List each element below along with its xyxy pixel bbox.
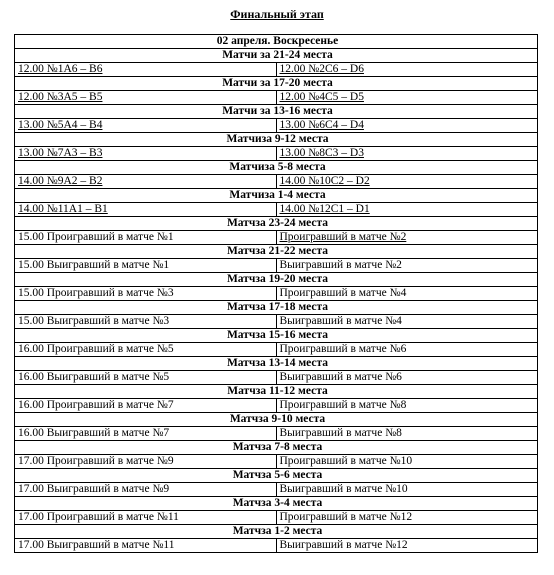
section-header: Матчза 11-12 места [15, 385, 538, 399]
match-left-cell [15, 483, 277, 497]
match-right-cell [276, 371, 538, 385]
match-row [15, 427, 538, 441]
match-right-cell [276, 259, 538, 273]
match-row [15, 203, 538, 217]
match-right-text: Выигравший в матче №12 [279, 539, 408, 551]
match-row [15, 147, 538, 161]
section-header-row [15, 105, 538, 119]
match-left-text: 15.00 Выигравший в матче №1 [18, 259, 170, 271]
section-header: Матчи за 21-24 места [15, 49, 538, 63]
section-header: Матчза 3-4 места [15, 497, 538, 511]
section-header-row [15, 357, 538, 371]
match-left-text: 14.00 №11А1 – В1 [18, 203, 108, 215]
match-left-cell [15, 91, 277, 105]
match-right-cell [276, 427, 538, 441]
match-row [15, 175, 538, 189]
match-right-text: Проигравший в матче №4 [279, 287, 407, 299]
section-header: Матчиза 9-12 места [15, 133, 538, 147]
match-right-cell [276, 511, 538, 525]
match-right-cell [276, 91, 538, 105]
section-header-row [15, 161, 538, 175]
match-left-cell [15, 119, 277, 133]
section-header: Матчза 9-10 места [15, 413, 538, 427]
match-row [15, 483, 538, 497]
match-left-text: 13.00 №7А3 – В3 [18, 147, 103, 159]
match-right-text: 13.00 №8С3 – D3 [279, 147, 364, 159]
match-left-cell [15, 203, 277, 217]
section-header: Матчиза 1-4 места [15, 189, 538, 203]
section-header-row [15, 49, 538, 63]
match-right-cell [276, 147, 538, 161]
match-left-text: 12.00 №3А5 – В5 [18, 91, 103, 103]
section-header: Матчза 5-6 места [15, 469, 538, 483]
match-row [15, 231, 538, 245]
match-row [15, 343, 538, 357]
match-right-cell [276, 483, 538, 497]
section-header-row [15, 77, 538, 91]
match-row [15, 259, 538, 273]
match-left-text: 12.00 №1А6 – В6 [18, 63, 103, 75]
match-right-text: 14.00 №10С2 – D2 [279, 175, 370, 187]
match-right-cell [276, 343, 538, 357]
section-header: Матчза 13-14 места [15, 357, 538, 371]
match-left-cell [15, 343, 277, 357]
match-row [15, 371, 538, 385]
match-left-text: 14.00 №9А2 – В2 [18, 175, 103, 187]
match-left-cell [15, 259, 277, 273]
schedule-body [15, 35, 538, 553]
match-right-text: Выигравший в матче №2 [279, 259, 402, 271]
section-header-row [15, 133, 538, 147]
match-left-text: 15.00 Выигравший в матче №3 [18, 315, 170, 327]
section-header: Матчиза 5-8 места [15, 161, 538, 175]
match-right-text: Проигравший в матче №10 [279, 455, 413, 467]
date-row [15, 35, 538, 49]
match-left-text: 13.00 №5А4 – В4 [18, 119, 103, 131]
section-header-row [15, 385, 538, 399]
match-left-cell [15, 371, 277, 385]
match-right-cell [276, 63, 538, 77]
match-left-text: 17.00 Проигравший в матче №11 [18, 511, 179, 523]
match-right-text: Выигравший в матче №4 [279, 315, 402, 327]
schedule-table [14, 34, 538, 553]
section-header-row [15, 189, 538, 203]
match-right-text: Проигравший в матче №6 [279, 343, 407, 355]
match-left-cell [15, 231, 277, 245]
section-header: Матчза 7-8 места [15, 441, 538, 455]
section-header-row [15, 301, 538, 315]
match-row [15, 119, 538, 133]
section-header-row [15, 245, 538, 259]
match-row [15, 399, 538, 413]
section-header: Матчи за 13-16 места [15, 105, 538, 119]
match-row [15, 91, 538, 105]
match-left-cell [15, 427, 277, 441]
section-header: Матчза 17-18 места [15, 301, 538, 315]
section-header: Матчза 19-20 места [15, 273, 538, 287]
match-row [15, 287, 538, 301]
section-header: Матчза 1-2 места [15, 525, 538, 539]
match-right-text: Проигравший в матче №2 [279, 231, 407, 243]
match-row [15, 63, 538, 77]
match-left-text: 16.00 Выигравший в матче №5 [18, 371, 170, 383]
match-right-cell [276, 315, 538, 329]
match-right-text: Выигравший в матче №10 [279, 483, 408, 495]
match-right-text: 12.00 №4С5 – D5 [279, 91, 364, 103]
match-left-cell [15, 399, 277, 413]
match-right-text: Выигравший в матче №6 [279, 371, 402, 383]
section-header-row [15, 329, 538, 343]
date-header: 02 апреля. Воскресенье [15, 35, 538, 49]
match-left-text: 16.00 Проигравший в матче №5 [18, 343, 174, 355]
match-left-cell [15, 63, 277, 77]
section-header-row [15, 217, 538, 231]
match-left-text: 15.00 Проигравший в матче №1 [18, 231, 174, 243]
match-right-cell [276, 231, 538, 245]
section-header-row [15, 525, 538, 539]
match-left-cell [15, 539, 277, 553]
match-row [15, 315, 538, 329]
section-header: Матчза 23-24 места [15, 217, 538, 231]
page-title: Финальный этап [230, 7, 324, 21]
match-right-cell [276, 399, 538, 413]
match-left-cell [15, 455, 277, 469]
match-left-cell [15, 287, 277, 301]
match-left-text: 16.00 Проигравший в матче №7 [18, 399, 174, 411]
match-right-text: Выигравший в матче №8 [279, 427, 402, 439]
match-row [15, 539, 538, 553]
match-right-cell [276, 203, 538, 217]
match-right-text: 14.00 №12С1 – D1 [279, 203, 370, 215]
section-header: Матчза 21-22 места [15, 245, 538, 259]
match-left-text: 15.00 Проигравший в матче №3 [18, 287, 174, 299]
match-right-cell [276, 287, 538, 301]
match-left-cell [15, 175, 277, 189]
section-header-row [15, 441, 538, 455]
match-left-cell [15, 315, 277, 329]
match-right-text: Проигравший в матче №12 [279, 511, 413, 523]
match-left-text: 17.00 Проигравший в матче №9 [18, 455, 174, 467]
match-left-text: 17.00 Выигравший в матче №9 [18, 483, 170, 495]
match-right-cell [276, 539, 538, 553]
match-right-text: 12.00 №2С6 – D6 [279, 63, 364, 75]
match-left-text: 16.00 Выигравший в матче №7 [18, 427, 170, 439]
section-header-row [15, 497, 538, 511]
section-header: Матчза 15-16 места [15, 329, 538, 343]
section-header-row [15, 273, 538, 287]
match-right-cell [276, 455, 538, 469]
match-right-text: Проигравший в матче №8 [279, 399, 407, 411]
match-left-text: 17.00 Выигравший в матче №11 [18, 539, 175, 551]
match-right-text: 13.00 №6С4 – D4 [279, 119, 364, 131]
match-row [15, 511, 538, 525]
match-left-cell [15, 147, 277, 161]
match-row [15, 455, 538, 469]
section-header: Матчи за 17-20 места [15, 77, 538, 91]
match-right-cell [276, 119, 538, 133]
section-header-row [15, 413, 538, 427]
match-right-cell [276, 175, 538, 189]
match-left-cell [15, 511, 277, 525]
section-header-row [15, 469, 538, 483]
